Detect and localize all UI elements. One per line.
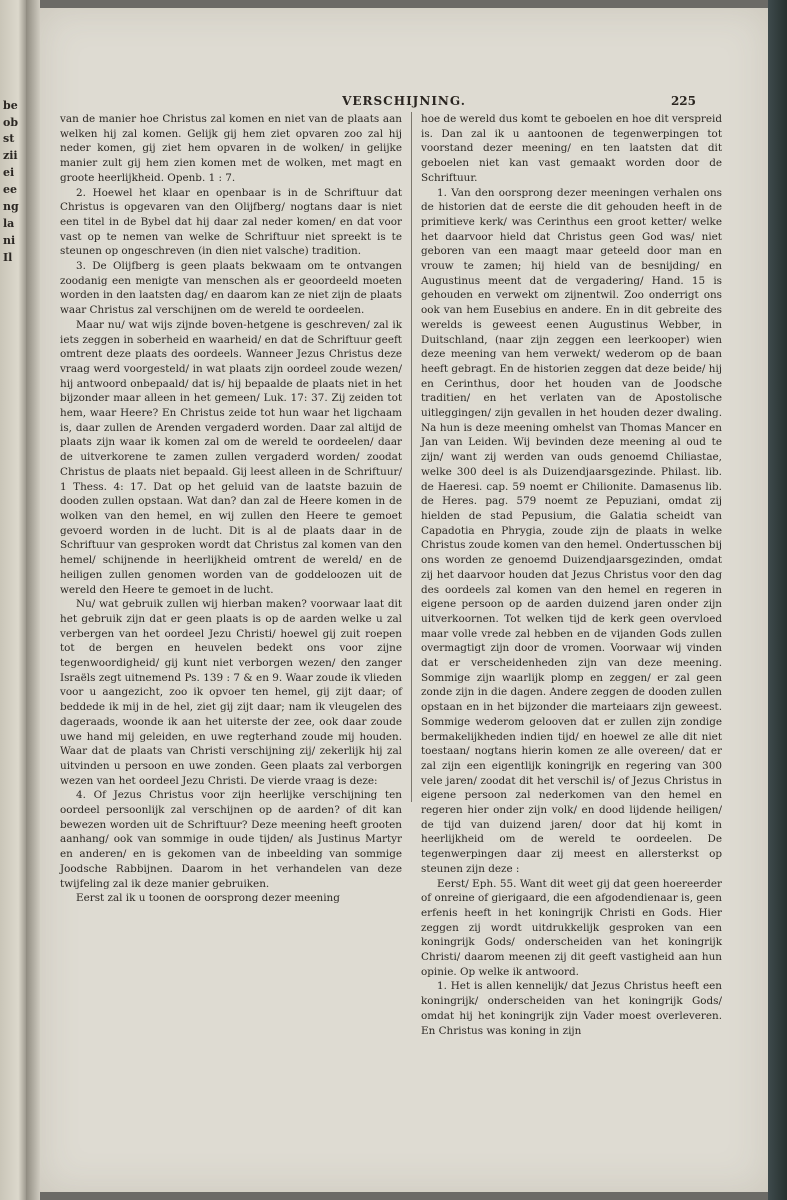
margin-fragment: zii [3,149,18,162]
margin-fragment: ee [3,183,17,196]
margin-fragment: ng [3,200,19,213]
paragraph: Maar nu/ wat wijs zijnde boven-hetgene is geschreven/ zal ik iets zeggen in soberheid en waarheid/ en dat de Schriftuur geeft omtrent deze plaats des oordeels. Wanneer Jezus Christus deze vraag werd voorgesteld/ in wat plaats zijn oordeel zoude wezen/ hij antwoord onbepaald/ dat is/ hij bepaalde de plaats niet in het bijzonder maar alleen in het gemeen/ Luk. 17: 37. Zij zeiden tot hem, waar Heere? En Christus zeide tot hun waar het ligchaam is, daar zullen de Arenden vergaderd worden. Daar zal altijd de plaats zijn waar ik komen zal om de wereld te oordeelen/ daar de uitverkorene te zamen zullen vergaderd worden/ zoodat Christus de plaats niet bepaald. Gij leest alleen in de Schriftuur/ 1 Thess. 4: 17. Dat op het geluid van de laatste bazuin de dooden zullen opstaan. Wat dan? dan zal de Heere komen in de wolken van den hemel, en wij zullen den Heere te gemoet gevoerd worden in de lucht. Dit is al de plaats daar in de Schriftuur van gesproken wordt dat Christus zal komen van den hemel/ schijnende in heerlijkheid omtrent de wereld/ en de heiligen zullen genomen worden van de goddeloozen uit de wereld den Heere te gemoet in de lucht. [60,318,402,596]
paragraph: van de manier hoe Christus zal komen en niet van de plaats aan welken hij zal komen. Gelijk gij hem ziet opvaren zoo zal hij neder komen, gij ziet hem opvaren in de wolken/ in gelijke manier zult gij hem zien komen met de wolken, met magt en groote heerlijkheid. Openb. 1 : 7. [60,113,402,184]
margin-fragment: ni [3,234,16,247]
margin-fragment: la [3,217,15,230]
paragraph: Eerst/ Eph. 55. Want dit weet gij dat geen hoereerder of onreine of gierigaard, die een afgodendienaar is, geen erfenis heeft in het koningrijk Christi en Gods. Hier zeggen zij wordt uitdrukkelijk gesproken van een koningrijk Gods/ onderscheiden van het koningrijk Christi/ daarom meenen zij dit geeft vastigheid aan hun opinie. Op welke ik antwoord. [421,877,722,978]
paragraph: 1. Van den oorsprong dezer meeningen verhalen ons de historien dat de eerste die dit gehouden heeft in de primitieve kerk/ was Cerinthus een groot ketter/ welke het daarvoor hield dat Christus geen God was/ niet geboren van een maagt maar geteeld door man en vrouw te zamen; hij hield van de besnijding/ en Augustinus meent dat de vergadering/ Hand. 15 is gehouden en verwekt om zijnentwil. Zoo onderrigt ons ook van hem Eusebius en andere. En in dit gebreite des werelds is geweest eenen Augustinus Webber, in Duitschland, (naar zijn zeggen een leerkooper) wien deze meening van hem verwekt/ wederom op de baan heeft gebragt. En de historien zeggen dat deze beide/ hij en Cerinthus, door het houden van de Joodsche traditien/ en het verlaten van de Apostolische uitleggingen/ zijn gevallen in het houden dezer dwaling. Na hun is deze meening omhelst van Thomas Mancer en Jan van Leiden. Wij bevinden deze meening al oud te zijn/ want zij werden van ouds genoemd Chiliastae, welke 300 deel is als Duizendjaarsgezinde. Philast. lib. de Haeresi. cap. 59 noemt er Chilionite. Damasenus lib. de Heres. pag. 579 noemt ze Pepuziani, omdat zij hielden de stad Pepusium, die Galatia scheidt van Capadotia en Phrygia, zoude zijn de plaats in welke Christus zoude komen van den hemel. Ondertusschen bij ons worden ze genoemd Duizendjaarsgezinden, omdat zij het daarvoor houden dat Jezus Christus voor den dag des oordeels zal komen van den hemel en regeren in eigene persoon op de aarden duizend jaren onder zijn uitverkoornen. Tot welken tijd de kerk geen overvloed maar volle vrede zal hebben en de vijanden Gods zullen overmagtigt zijn door de vromen. Voorwaar wij vinden dat er verscheidenheden zijn van deze meening. Sommige zijn waarlijk plomp en zeggen/ er zal geen zonde zijn in die dagen. Andere zeggen de dooden zullen opstaan en in het bijzonder die marteiaars zijn geweest. Sommige wederom gelooven dat er zullen zijn zondige bermakelijkheden indien tijd/ en hoewel ze alle dit niet toestaan/ nogtans hierin komen ze alle overeen/ dat er zal zijn een eigentlijk koningrijk en regering van 300 vele jaren/ zoodat dit het verschil is/ of Jezus Christus in eigene persoon zal nederkomen van den hemel en regeren hier onder zijn volk/ en dood lijdende heiligen/ de tijd van duizend jaren/ door dat hij komt in heerlijkheid om de wereld te oordeelen. De tegenwerpingen daar zij meest en allersterkst op steunen zijn deze : [421,186,722,875]
page-title: VERSCHIJNING. [342,94,466,108]
margin-fragment: ob [3,116,19,129]
right-column [421,112,722,1038]
paragraph: hoe de wereld dus komt te geboelen en hoe dit verspreid is. Dan zal ik u aantoonen de tegenwerpingen tot voorstand dezer meening/ en ten laatsten dat dit geboelen niet kan vast gemaakt worden door de Schriftuur. [421,113,722,184]
margin-fragment: be [3,99,18,112]
paragraph: Nu/ wat gebruik zullen wij hierban maken? voorwaar laat dit het gebruik zijn dat er geen plaats is op de aarden welke u zal verbergen van het oordeel Jezu Christi/ hoewel gij zuit roepen tot de bergen en heuvelen bedekt ons voor zijne tegenwoordigheid/ gij kunt niet verborgen wezen/ den zanger Israëls zegt uitnemend Ps. 139 : 7 & en 9. Waar zoude ik vlieden voor u aangezicht, zoo ik opvoer ten hemel, gij zijt daar; of beddede ik mij in de hel, ziet gij zijt daar; nam ik vleugelen des dageraads, woonde ik aan het uiterste der zee, ook daar zoude uwe hand mij geleiden, en uwe regterhand zoude mij houden. Waar dat de plaats van Christi verschijning zij/ zekerlijk hij zal uitvinden u persoon en uwe zonden. Geen plaats zal verborgen wezen van het oordeel Jezu Christi. De vierde vraag is deze: [60,598,402,787]
paragraph: 3. De Olijfberg is geen plaats bekwaam om te ontvangen zoodanig een menigte van menschen als er geoordeeld moeten worden in den laatsten dag/ en daarom kan ze niet zijn de plaats waar Christus zal verschijnen om de wereld te oordeelen. [60,260,402,317]
page-number: 225 [670,94,696,108]
paragraph: 2. Hoewel het klaar en openbaar is in de Schriftuur dat Christus is opgevaren van den Olijfberg/ nogtans daar is niet een titel in de Bybel dat hij daar zal neder komen/ en dat voor vast op te nemen van welke de Schriftuur niet spreekt is te steunen op ongeschreven (in dien niet valsche) tradition. [60,186,402,258]
margin-fragment: ei [3,166,15,179]
book-page [40,8,768,1192]
paragraph: Eerst zal ik u toonen de oorsprong dezer meening [76,892,340,905]
left-column [60,112,402,906]
previous-page-edge [0,0,26,1200]
margin-fragment: st [3,132,15,145]
running-header [60,94,748,114]
book-gutter [26,0,40,1200]
margin-fragment: Il [3,251,13,264]
paragraph: 1. Het is allen kennelijk/ dat Jezus Christus heeft een koningrijk/ onderscheiden van het koningrijk Gods/ omdat hij het koningrijk zijn Vader moest overleveren. En Christus was koning in zijn [421,980,722,1037]
paragraph: 4. Of Jezus Christus voor zijn heerlijke verschijning ten oordeel persoonlijk zal verschijnen op de aarden? of dit kan bewezen worden uit de Schriftuur? Deze meening heeft grooten aanhang/ ook van sommige in oude tijden/ als Justinus Martyr en anderen/ en is gekomen van de inbeelding van sommige Joodsche Rabbijnen. Daarom in het verhandelen van deze twijfeling zal ik deze manier gebruiken. [60,789,402,890]
book-binding [768,0,787,1200]
column-divider [411,112,412,802]
